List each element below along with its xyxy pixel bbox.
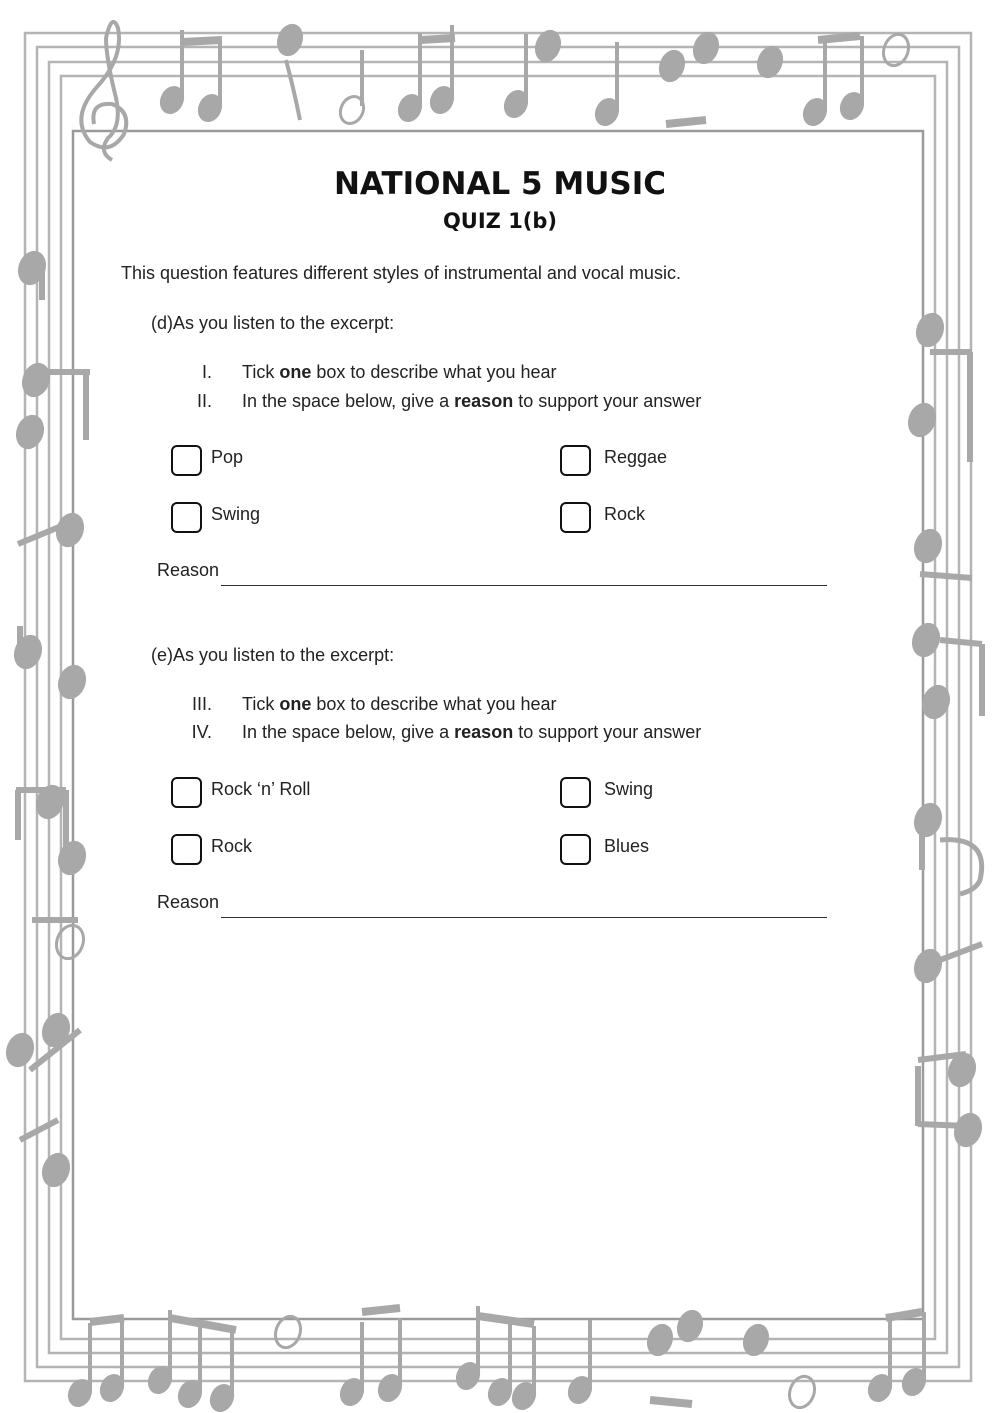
checkbox-e-rock[interactable] [171, 834, 202, 865]
music-note-icon [206, 1328, 238, 1413]
instruction-e1-numeral: III. [191, 694, 212, 714]
reason-d-answer-line[interactable] [221, 585, 827, 586]
page-title: NATIONAL 5 MUSIC [333, 166, 667, 202]
instruction-d1: Tick one box to describe what you hear [242, 362, 557, 382]
option-e-blues-label: Blues [604, 836, 650, 856]
reason-e-label: Reason [157, 892, 220, 912]
checkbox-d-reggae[interactable] [560, 445, 591, 476]
treble-clef-icon [81, 22, 126, 160]
music-note-icon [898, 1312, 930, 1399]
music-note-icon [194, 38, 226, 125]
intro-text: This question features different styles of instrumental and vocal music. [121, 263, 681, 283]
music-note-icon [836, 36, 868, 123]
beam-decoration [818, 36, 860, 40]
beam-decoration [90, 1318, 124, 1322]
beam-decoration [182, 40, 222, 42]
checkbox-d-pop[interactable] [171, 445, 202, 476]
checkbox-d-rock[interactable] [560, 502, 591, 533]
question-e-prompt: (e)As you listen to the excerpt: [151, 645, 395, 665]
option-d-pop-label: Pop [211, 447, 244, 467]
option-d-reggae-label: Reggae [604, 447, 668, 467]
music-note-icon [336, 1322, 368, 1409]
page-subtitle: QUIZ 1(b) [442, 209, 558, 233]
music-note-icon [864, 1318, 896, 1405]
checkbox-e-swing[interactable] [560, 777, 591, 808]
instruction-e1: Tick one box to describe what you hear [242, 694, 557, 714]
music-note-icon [564, 1320, 596, 1407]
beam-decoration [478, 1316, 534, 1324]
option-d-swing-label: Swing [211, 504, 261, 524]
reason-e-answer-line[interactable] [221, 917, 827, 918]
beam-decoration [650, 1400, 692, 1404]
option-e-swing-label: Swing [604, 779, 654, 799]
reason-d-label: Reason [157, 560, 220, 580]
option-d-rock-label: Rock [604, 504, 646, 524]
instruction-e2: In the space below, give a reason to support your answer [242, 722, 702, 742]
instruction-d2: In the space below, give a reason to support your answer [242, 391, 702, 411]
beam-decoration [886, 1312, 922, 1318]
instruction-d2-numeral: II. [196, 391, 212, 411]
music-note-icon [96, 1318, 128, 1405]
checkbox-d-swing[interactable] [171, 502, 202, 533]
checkbox-e-blues[interactable] [560, 834, 591, 865]
beam-decoration [420, 38, 455, 40]
music-note-icon [591, 42, 623, 129]
instruction-e2-numeral: IV. [191, 722, 212, 742]
option-e-rock-label: Rock [211, 836, 253, 856]
music-note-icon [484, 1322, 516, 1409]
music-note-icon [374, 1318, 406, 1405]
beam-decoration [362, 1308, 400, 1312]
beam-decoration [666, 120, 706, 124]
music-note-icon [799, 42, 831, 129]
option-e-rock-n-roll-label: Rock ‘n’ Roll [211, 779, 311, 799]
checkbox-e-rock-n-roll[interactable] [171, 777, 202, 808]
instruction-d1-numeral: I. [201, 362, 212, 382]
question-d-prompt: (d)As you listen to the excerpt: [151, 313, 395, 333]
